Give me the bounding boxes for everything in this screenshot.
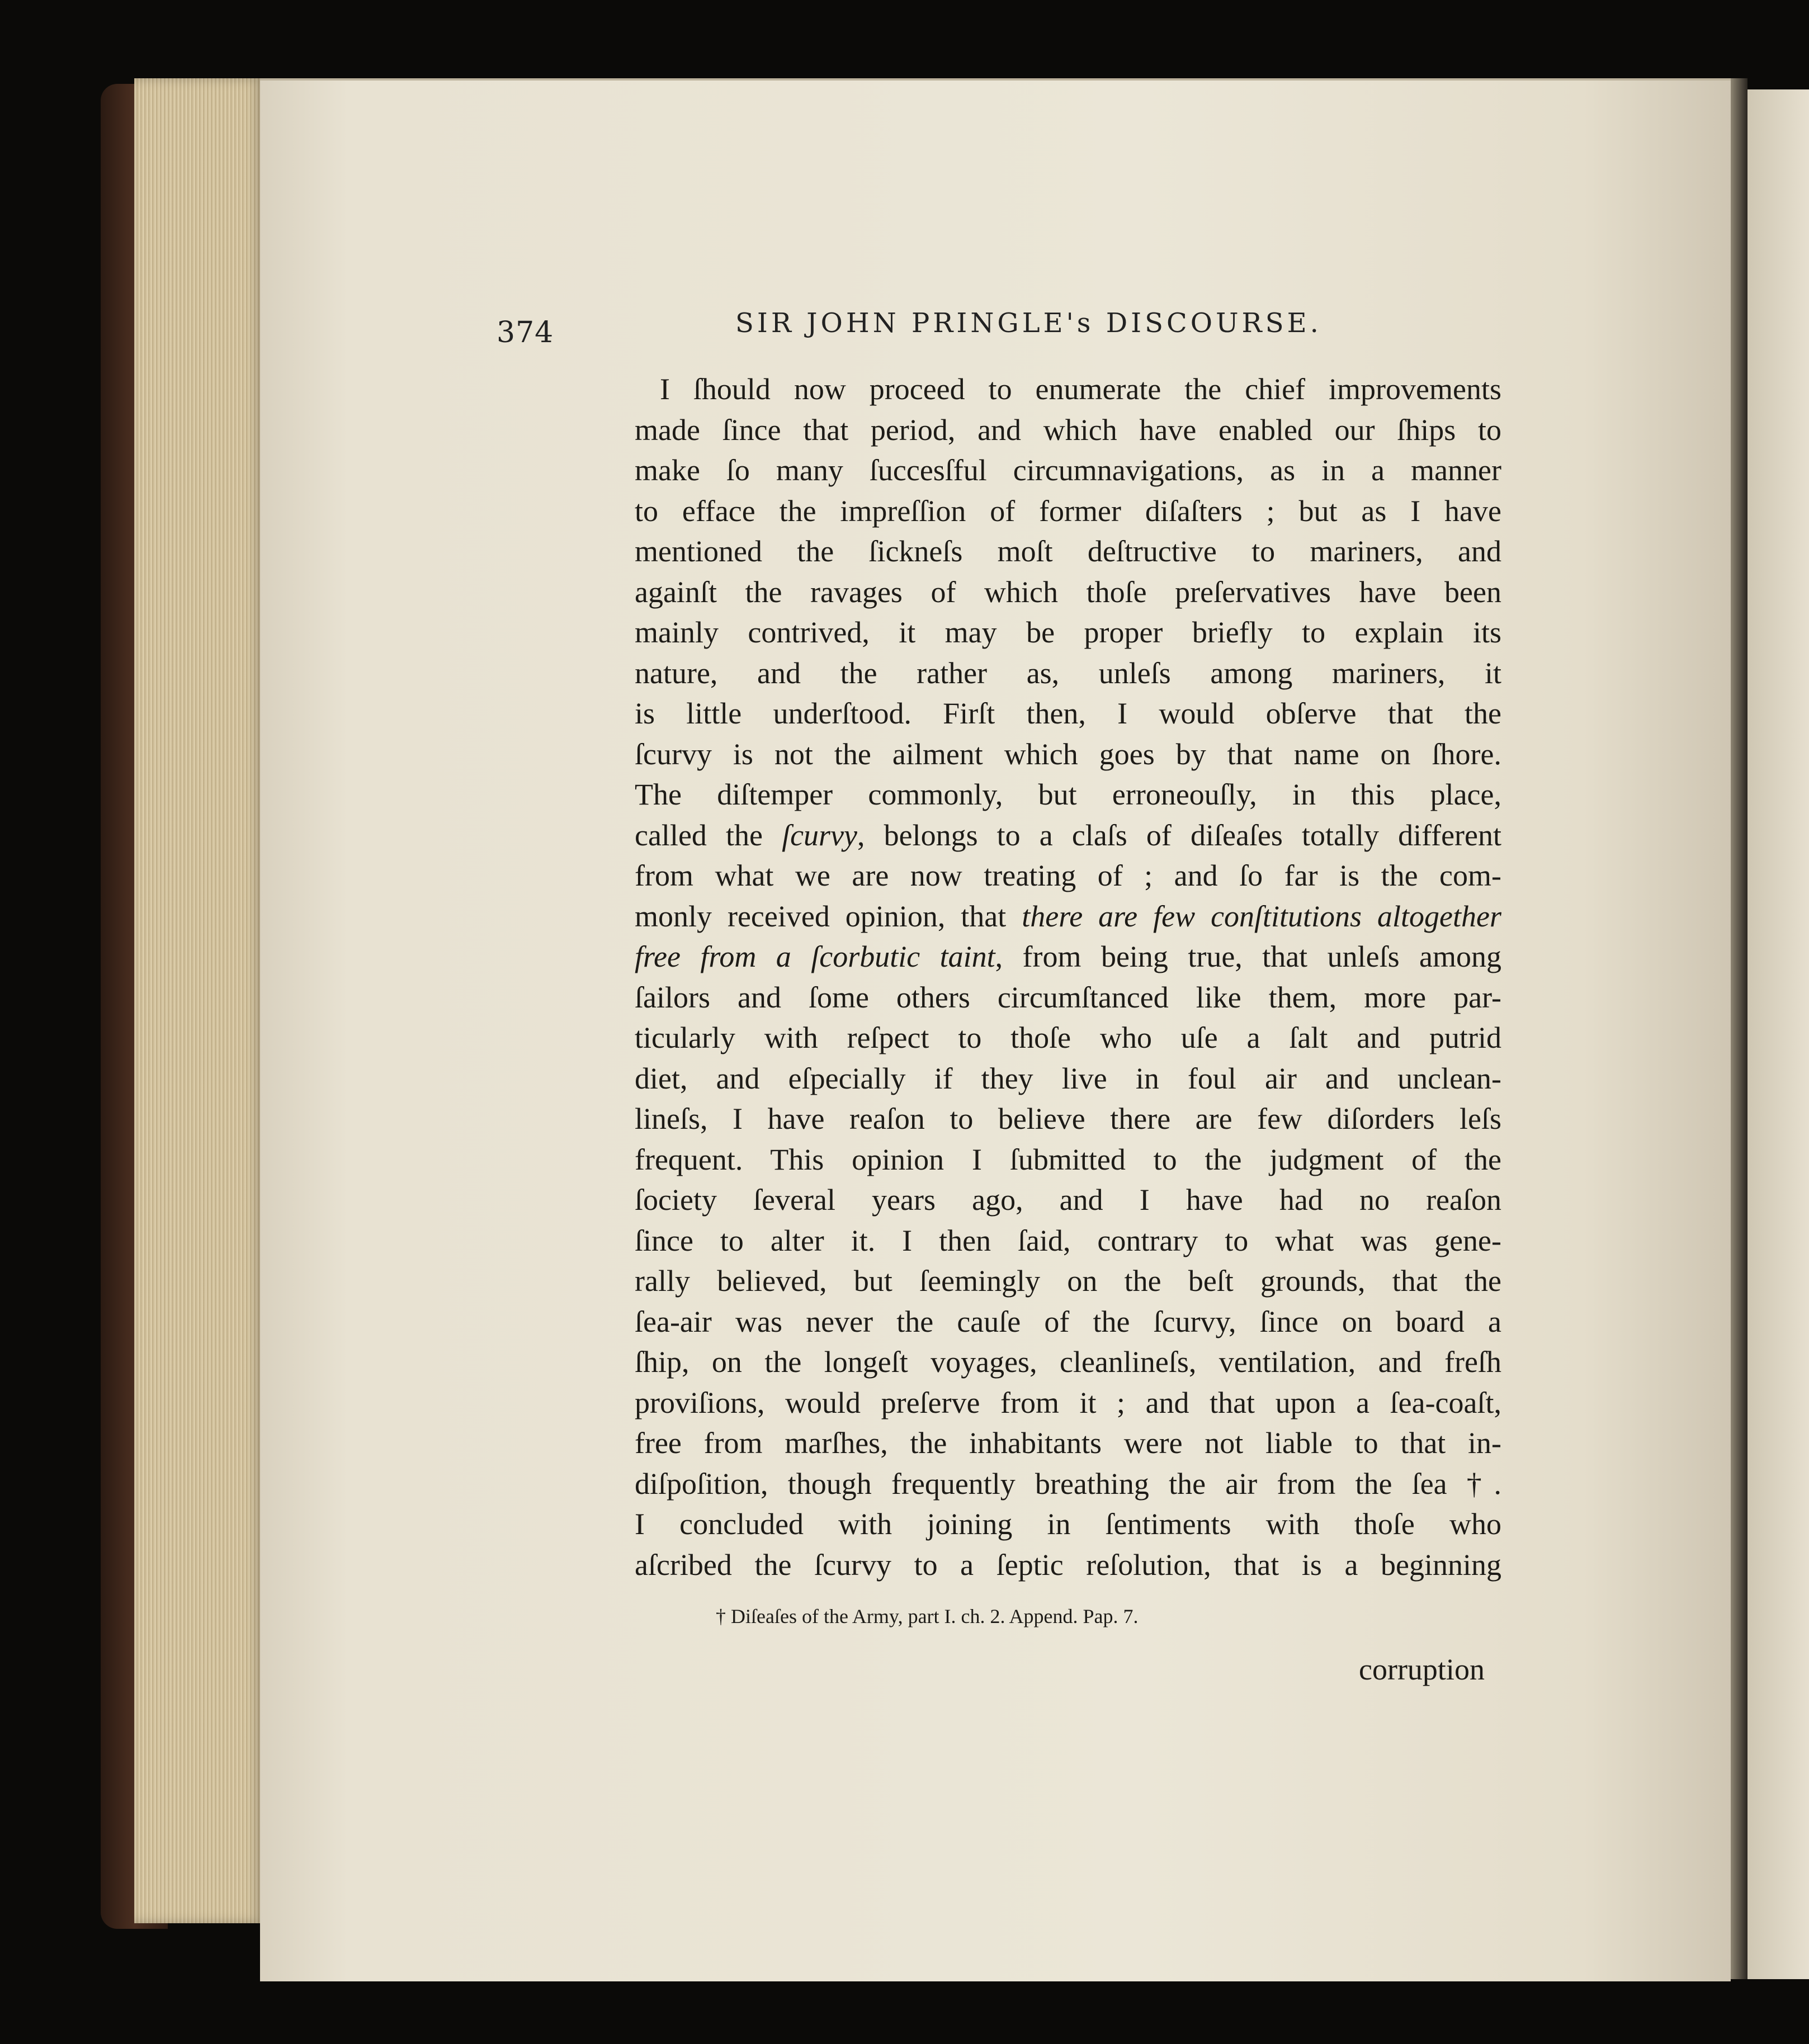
text-line: made ſince that period, and which have enabled our ſhips to (635, 413, 1501, 447)
text-line: aſcribed the ſcurvy to a ſeptic reſolution, that is a beginning (635, 1548, 1501, 1582)
body-text (635, 369, 1501, 1585)
text-line: ſince to alter it. I then ſaid, contrary to what was gene- (635, 1223, 1501, 1257)
text-line: nature, and the rather as, unleſs among mariners, it (635, 656, 1501, 690)
text-line: free from marſhes, the inhabitants were not liable to that in- (635, 1426, 1501, 1460)
text-span: , belongs to a claſs of diſeaſes totally different (857, 818, 1501, 852)
running-head: SIR JOHN PRINGLE's DISCOURSE. (735, 307, 1322, 339)
text-line (635, 815, 1501, 856)
text-line: ſociety ſeveral years ago, and I have had no reaſon (635, 1183, 1501, 1217)
text-line (635, 936, 1501, 977)
text-line: diet, and eſpecially if they live in foul air and unclean- (635, 1061, 1501, 1095)
text-line: make ſo many ſuccesſful circumnavigations, as in a manner (635, 453, 1501, 487)
text-span: monly received opinion, that (635, 899, 1022, 933)
text-line: ſailors and ſome others circumſtanced like them, more par- (635, 980, 1501, 1014)
text-span: , from being true, that unleſs among (995, 940, 1501, 973)
text-line: I concluded with joining in ſentiments with thoſe who (635, 1507, 1501, 1541)
page-block-edges (134, 78, 263, 1923)
page-number: 374 (497, 316, 554, 349)
text-line: proviſions, would preſerve from it ; and that upon a ſea-coaſt, (635, 1385, 1501, 1420)
text-line: mainly contrived, it may be proper briefly to explain its (635, 616, 1501, 649)
italic-span: ſcurvy (782, 818, 857, 852)
text-line: ſcurvy is not the ailment which goes by that name on ſhore. (635, 737, 1501, 771)
text-line: ticularly with reſpect to thoſe who uſe a ſalt and putrid (635, 1021, 1501, 1054)
catchword: corruption (1359, 1653, 1485, 1686)
book-gutter (1731, 78, 1747, 1979)
text-line: ſhip, on the longeſt voyages, cleanlineſs, ventilation, and freſh (635, 1345, 1501, 1379)
text-line: I ſhould now proceed to enumerate the chief improvements (660, 372, 1501, 406)
text-line: The diſtemper commonly, but erroneouſly, in this place, (635, 778, 1501, 811)
facing-page-edge (1747, 89, 1809, 1979)
text-line: to efface the impreſſion of former diſaſters ; but as I have (635, 494, 1501, 528)
text-line: diſpoſition, though frequently breathing the air from the ſea †. (635, 1466, 1501, 1501)
text-line: mentioned the ſickneſs moſt deſtructive to mariners, and (635, 534, 1501, 568)
text-line: againſt the ravages of which thoſe preſervatives have been (635, 575, 1501, 609)
text-line: frequent. This opinion I ſubmitted to the judgment of the (635, 1142, 1501, 1176)
text-span: called the (635, 818, 782, 852)
text-line: lineſs, I have reaſon to believe there are few diſorders leſs (635, 1102, 1501, 1135)
text-line: is little underſtood. Firſt then, I would obſerve that the (635, 697, 1501, 730)
italic-span: free from a ſcorbutic taint (635, 940, 995, 973)
text-line: ſea-air was never the cauſe of the ſcurvy, ſince on board a (635, 1304, 1501, 1338)
text-line: rally believed, but ſeemingly on the beſt grounds, that the (635, 1264, 1501, 1298)
text-line (635, 896, 1501, 937)
text-line: from what we are now treating of ; and ſo far is the com- (635, 859, 1501, 892)
italic-span: there are few conſtitutions altogether (1022, 899, 1501, 933)
footnote: † Diſeaſes of the Army, part I. ch. 2. Append. Pap. 7. (716, 1605, 1139, 1627)
